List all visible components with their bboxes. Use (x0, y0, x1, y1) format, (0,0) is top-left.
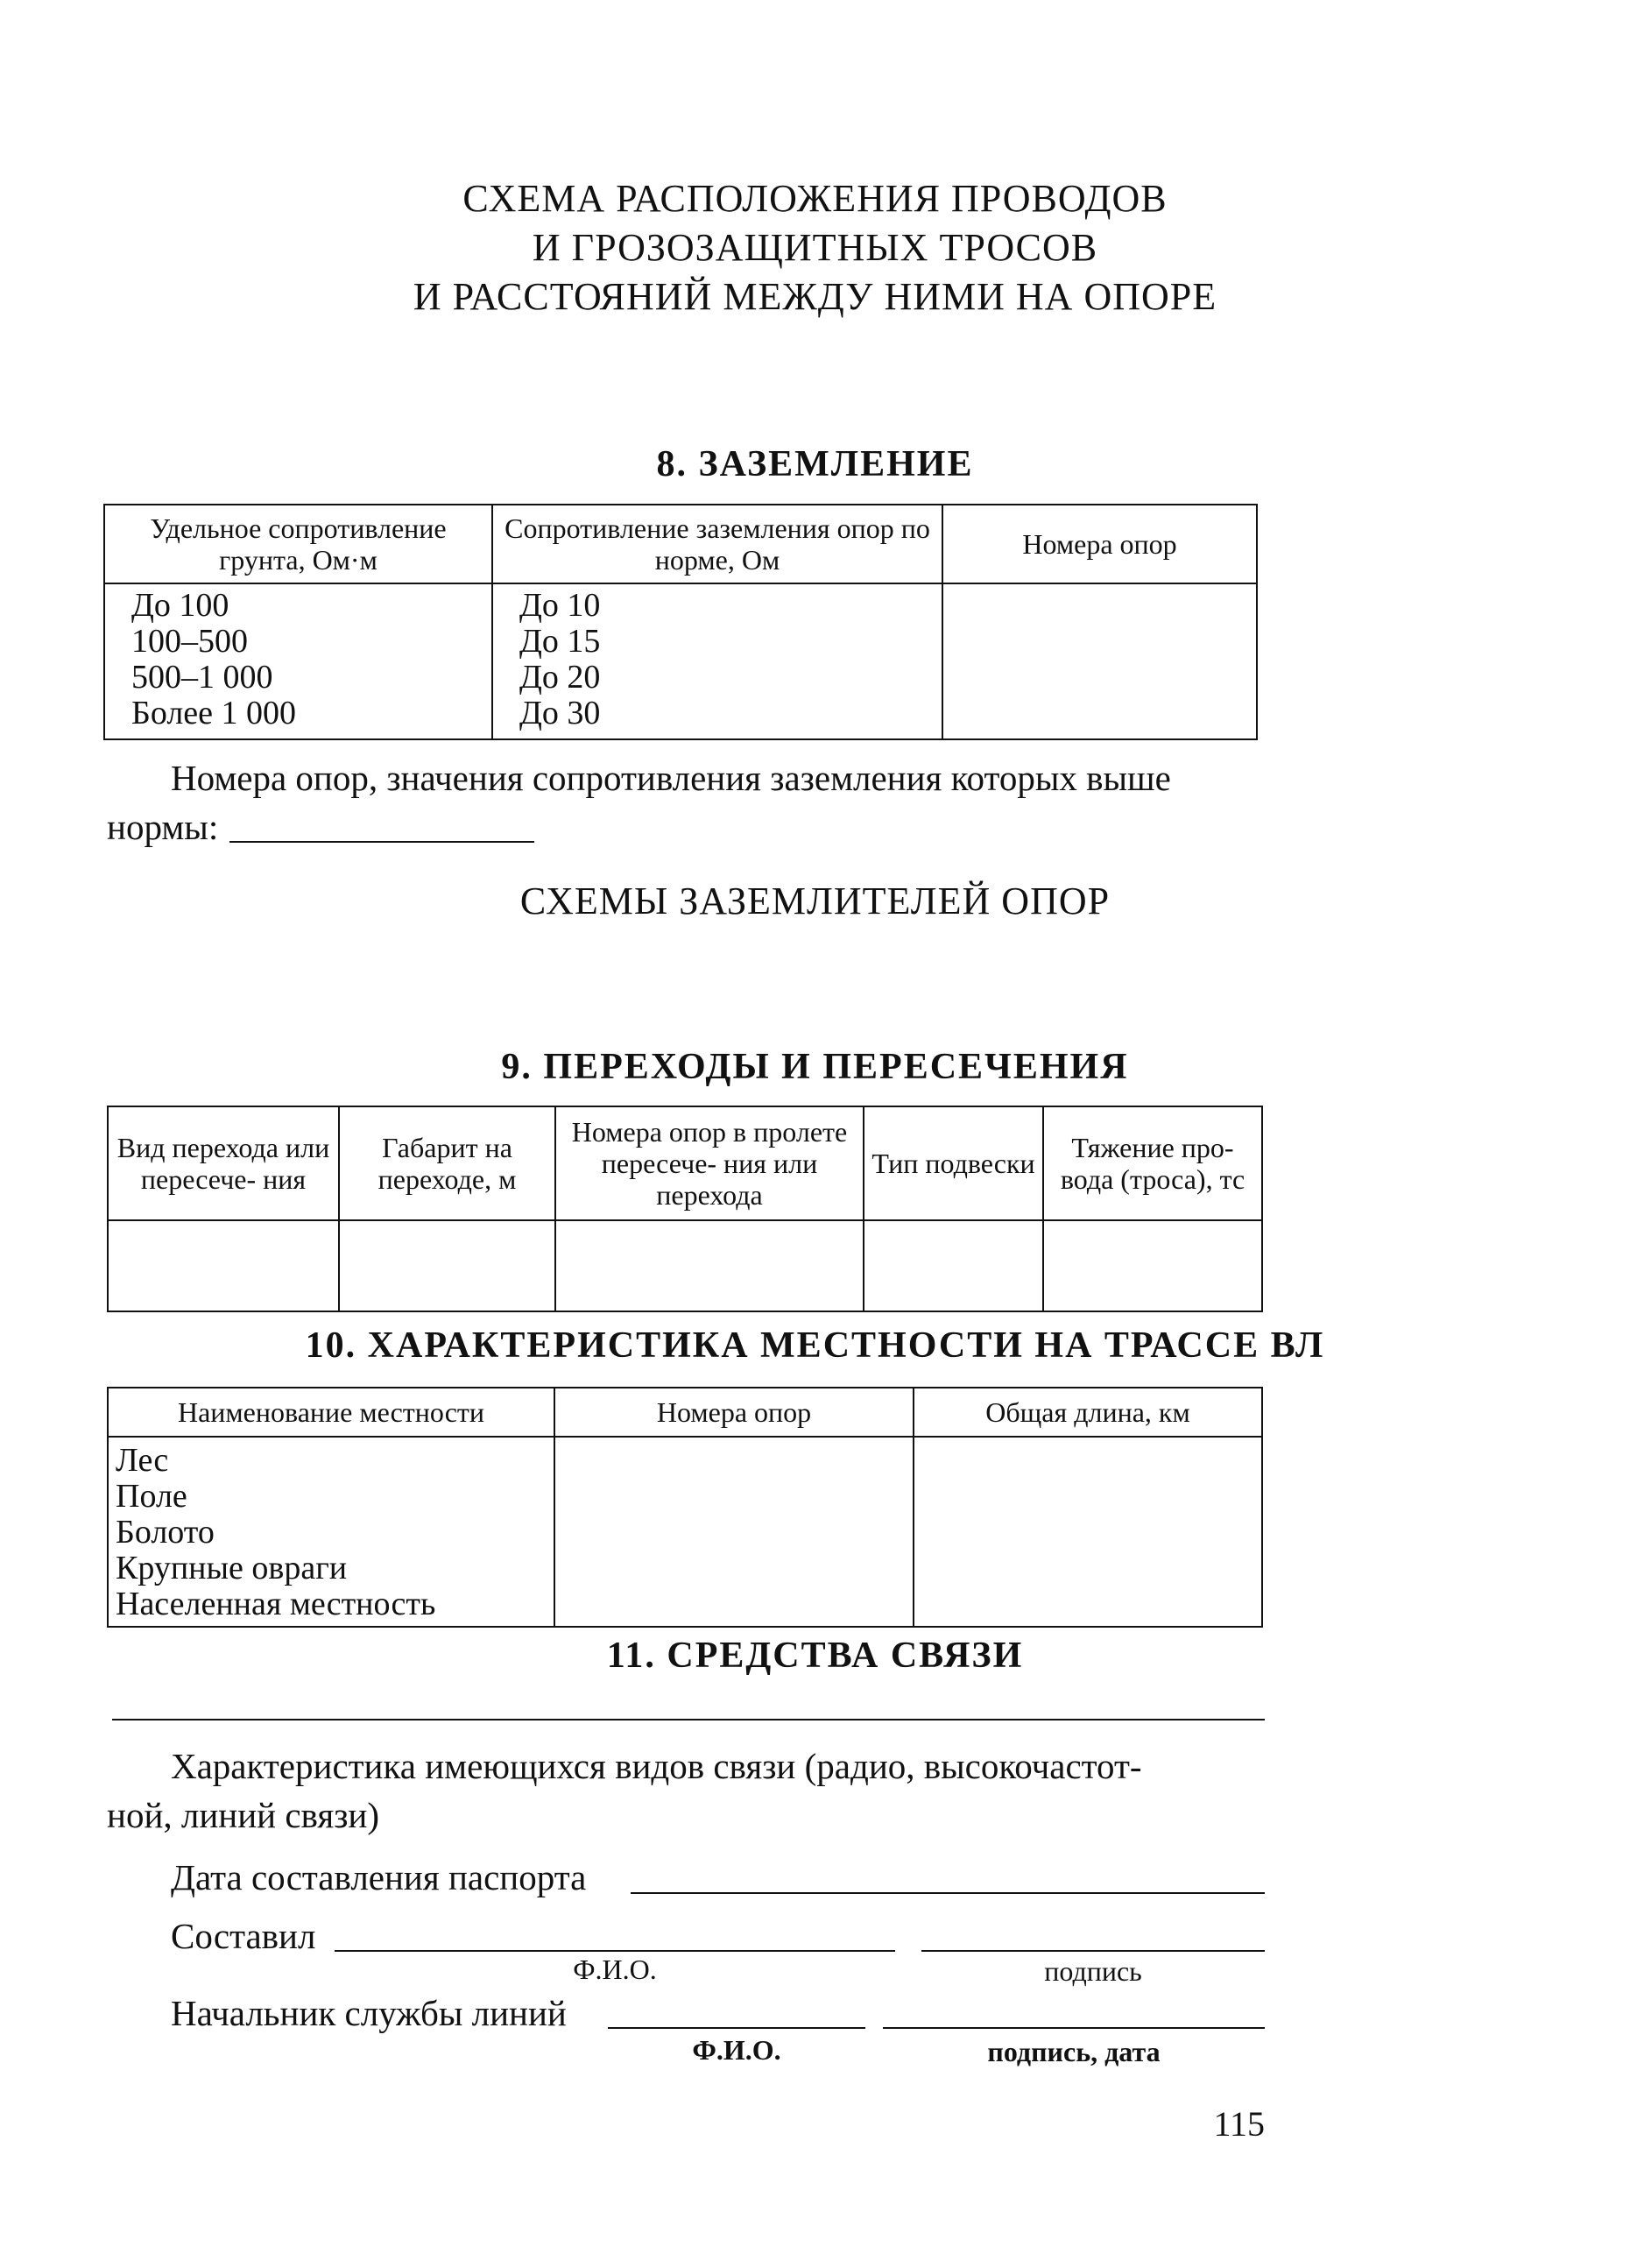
norm-value: До 10 (519, 587, 601, 624)
crossings-header-type: Вид перехода или пересече- ния (108, 1106, 339, 1220)
communication-blank-line (112, 1719, 1265, 1720)
communication-characteristic-line-2: ной, линий связи) (107, 1795, 380, 1835)
grounding-header-soil-resistance: Удельное сопротивление грунта, Ом·м (104, 505, 492, 583)
grounding-header-tower-numbers: Номера опор (942, 505, 1257, 583)
soil-value: До 100 (131, 587, 229, 624)
soil-value: Более 1 000 (131, 695, 297, 731)
grounding-note-blank (229, 841, 534, 843)
page-title-line-3: И РАССТОЯНИЙ МЕЖДУ НИМИ НА ОПОРЕ (413, 275, 1217, 318)
terrain-tower-numbers-cell (554, 1437, 914, 1627)
grounding-tower-numbers-cell (942, 583, 1257, 739)
head-signature-date-caption: подпись, дата (987, 2036, 1161, 2067)
terrain-item: Крупные овраги (116, 1550, 348, 1586)
norm-value: До 20 (519, 659, 601, 696)
grounding-norm-values (492, 583, 942, 739)
crossings-header-tower-numbers: Номера опор в пролете пересече- ния или перехода (555, 1106, 864, 1220)
soil-value: 100–500 (131, 623, 248, 660)
grounding-note-line-2: нормы: (107, 807, 219, 847)
terrain-length-cell (914, 1437, 1262, 1627)
compiled-fio-caption: Ф.И.О. (573, 1954, 657, 1985)
grounding-note-line-1: Номера опор, значения сопротивления заземления которых выше (171, 758, 1171, 798)
grounding-header-ground-resistance: Сопротивление заземления опор по норме, Ом (492, 505, 942, 583)
head-fio-caption: Ф.И.О. (692, 2034, 781, 2066)
terrain-item: Поле (116, 1478, 187, 1515)
passport-date-field (631, 1892, 1265, 1894)
compiled-by-label: Составил (171, 1916, 316, 1956)
terrain-item: Болото (116, 1514, 215, 1551)
section-9-title: 9. ПЕРЕХОДЫ И ПЕРЕСЕЧЕНИЯ (501, 1047, 1129, 1087)
line-service-head-name-field (608, 2027, 865, 2029)
crossings-table (107, 1106, 1263, 1312)
page-title-line-1: СХЕМА РАСПОЛОЖЕНИЯ ПРОВОДОВ (462, 177, 1168, 220)
crossings-cell (1043, 1220, 1262, 1311)
crossings-header-tension: Тяжение про- вода (троса), тс (1043, 1106, 1262, 1220)
compiled-signature-caption: подпись (1044, 1955, 1142, 1987)
crossings-cell (555, 1220, 864, 1311)
passport-date-label: Дата составления паспорта (171, 1857, 587, 1897)
terrain-item: Лес (116, 1442, 169, 1479)
norm-value: До 30 (519, 695, 601, 731)
terrain-item: Населенная местность (116, 1586, 436, 1622)
grounding-soil-values (104, 583, 492, 739)
crossings-header-suspension: Тип подвески (864, 1106, 1043, 1220)
grounding-table (103, 504, 1258, 740)
section-8-title: 8. ЗАЗЕМЛЕНИЕ (656, 444, 974, 484)
soil-value: 500–1 000 (131, 659, 273, 696)
line-service-head-signature-field (883, 2027, 1265, 2029)
crossings-cell (339, 1220, 555, 1311)
terrain-header-length: Общая длина, км (914, 1388, 1262, 1437)
communication-characteristic-line-1: Характеристика имеющихся видов связи (радио, высокочастот- (171, 1746, 1142, 1786)
terrain-table (107, 1387, 1263, 1628)
grounding-schemes-title: СХЕМЫ ЗАЗЕМЛИТЕЛЕЙ ОПОР (519, 880, 1111, 922)
norm-value: До 15 (519, 623, 601, 660)
crossings-header-clearance: Габарит на переходе, м (339, 1106, 555, 1220)
section-10-title: 10. ХАРАКТЕРИСТИКА МЕСТНОСТИ НА ТРАССЕ ВЛ (305, 1325, 1325, 1366)
terrain-header-name: Наименование местности (108, 1388, 554, 1437)
terrain-names (108, 1437, 554, 1627)
compiled-by-name-field (335, 1950, 895, 1952)
compiled-by-signature-field (921, 1950, 1265, 1952)
page-number: 115 (1213, 2104, 1265, 2144)
section-11-title: 11. СРЕДСТВА СВЯЗИ (606, 1636, 1024, 1676)
crossings-cell (864, 1220, 1043, 1311)
page-title-line-2: И ГРОЗОЗАЩИТНЫХ ТРОСОВ (532, 226, 1098, 269)
crossings-cell (108, 1220, 339, 1311)
line-service-head-label: Начальник службы линий (171, 1993, 567, 2033)
terrain-header-tower-numbers: Номера опор (554, 1388, 914, 1437)
